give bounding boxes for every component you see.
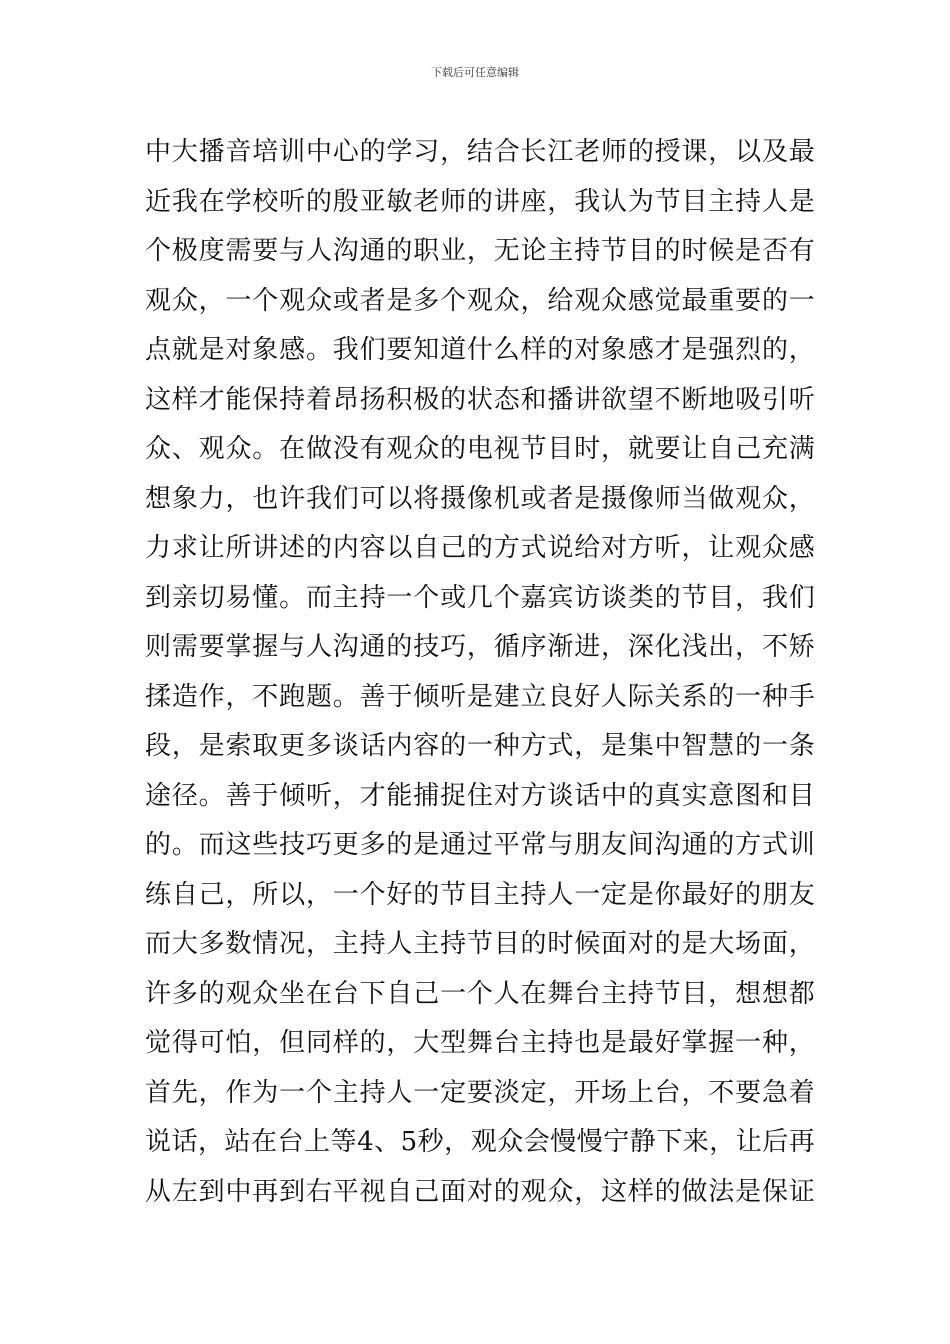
text-line: 点就是对象感。我们要知道什么样的对象感才是强烈的， [145, 335, 815, 365]
text-line: 途径。善于倾听，才能捕捉住对方谈话中的真实意图和目 [145, 780, 815, 811]
text-line: 段，是索取更多谈话内容的一种方式，是集中智慧的一条 [145, 731, 815, 761]
text-line: 练自己，所以，一个好的节目主持人一定是你最好的朋友 [145, 879, 815, 910]
text-line: 许多的观众坐在台下自己一个人在舞台主持节目，想想都 [145, 978, 815, 1009]
text-line: 则需要掌握与人沟通的技巧，循序渐进，深化浅出，不矫 [145, 632, 815, 662]
text-line: 个极度需要与人沟通的职业，无论主持节目的时候是否有 [145, 236, 815, 266]
text-line: 首先，作为一个主持人一定要淡定，开场上台，不要急着 [145, 1077, 815, 1108]
text-line: 说话，站在台上等4、5秒，观众会慢慢宁静下来，让后再 [145, 1127, 815, 1157]
text-line: 揉造作，不跑题。善于倾听是建立良好人际关系的一种手 [145, 681, 815, 712]
text-line: 到亲切易懂。而主持一个或几个嘉宾访谈类的节目，我们 [145, 582, 815, 613]
text-line: 这样才能保持着昂扬积极的状态和播讲欲望不断地吸引听 [145, 384, 815, 415]
text-line: 而大多数情况，主持人主持节目的时候面对的是大场面， [145, 929, 815, 959]
text-line: 中大播音培训中心的学习，结合长江老师的授课，以及最 [145, 137, 815, 167]
text-line: 觉得可怕，但同样的，大型舞台主持也是最好掌握一种， [145, 1028, 815, 1058]
page-header: 下载后可任意编辑 [431, 66, 519, 79]
text-line: 众、观众。在做没有观众的电视节目时，就要让自己充满 [145, 434, 815, 464]
text-line: 想象力，也许我们可以将摄像机或者是摄像师当做观众， [145, 483, 815, 514]
text-line: 近我在学校听的殷亚敏老师的讲座，我认为节目主持人是 [145, 186, 815, 217]
body-text [145, 128, 815, 1217]
text-line: 从左到中再到右平视自己面对的观众，这样的做法是保证 [145, 1176, 815, 1207]
text-line: 的。而这些技巧更多的是通过平常与朋友间沟通的方式训 [145, 830, 815, 860]
text-line: 观众，一个观众或者是多个观众，给观众感觉最重要的一 [145, 285, 815, 316]
text-line: 力求让所讲述的内容以自己的方式说给对方听，让观众感 [145, 533, 815, 563]
